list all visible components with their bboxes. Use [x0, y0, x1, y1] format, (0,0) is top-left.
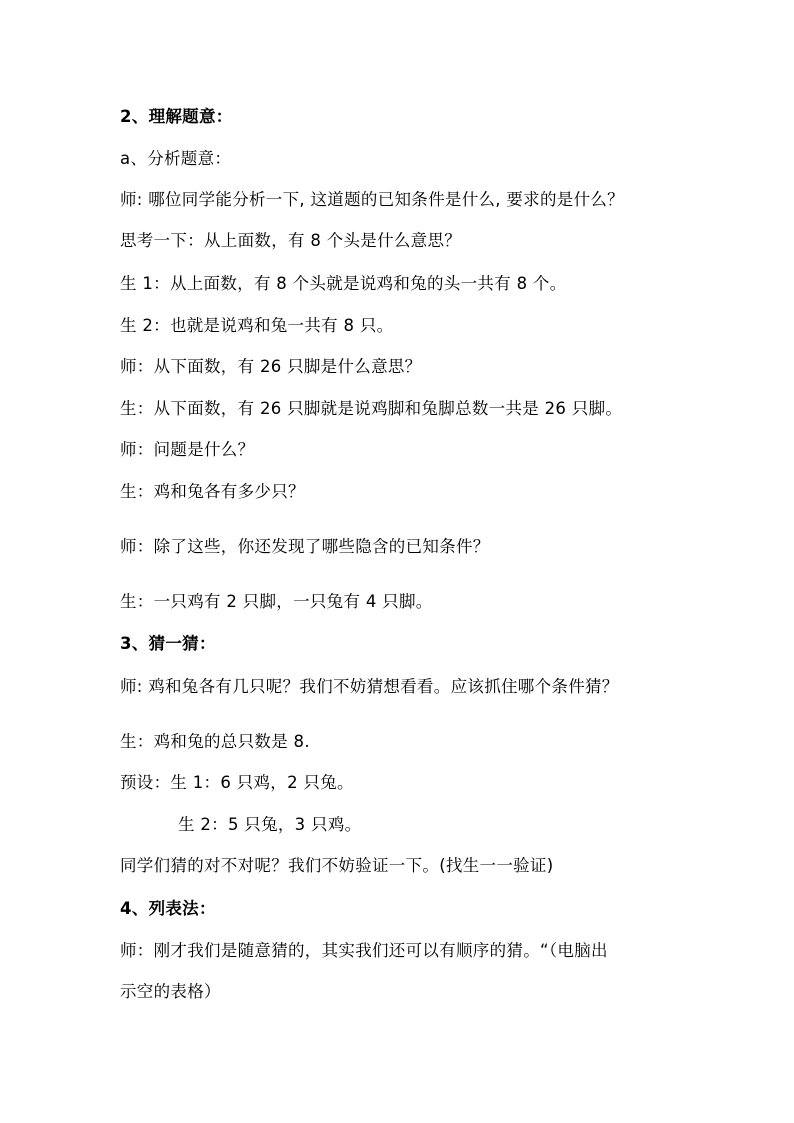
student-line: 生：一只鸡有 2 只脚，一只兔有 4 只脚。: [120, 592, 433, 611]
subheading-analyze: a、分析题意：: [120, 149, 232, 168]
section-heading-guess: 3、猜一猜：: [120, 634, 216, 653]
student-line: 生：鸡和兔的总只数是 8.: [120, 732, 310, 751]
teacher-line: 师：问题是什么？: [120, 440, 255, 459]
student-line: 生 1：从上面数，有 8 个头就是说鸡和兔的头一共有 8 个。: [120, 274, 567, 293]
preset-line-indented: 生 2：5 只兔，3 只鸡。: [178, 815, 362, 834]
teacher-line: 师：除了这些，你还发现了哪些隐含的已知条件？: [120, 537, 490, 556]
teacher-line: 师：从下面数，有 26 只脚是什么意思？: [120, 357, 422, 376]
preset-line: 预设：生 1：6 只鸡，2 只兔。: [120, 773, 354, 792]
teacher-line: 师：刚才我们是随意猜的，其实我们还可以有顺序的猜。“（电脑出: [120, 941, 608, 960]
prompt-line: 思考一下：从上面数，有 8 个头是什么意思？: [120, 231, 462, 250]
verify-line: 同学们猜的对不对呢？我们不妨验证一下。(找生一一验证): [120, 856, 554, 875]
section-heading-table-method: 4、列表法：: [120, 899, 216, 918]
section-heading-understand: 2、理解题意：: [120, 107, 233, 126]
student-line: 生：鸡和兔各有多少只？: [120, 482, 305, 501]
student-line: 生：从下面数，有 26 只脚就是说鸡脚和兔脚总数一共是 26 只脚。: [120, 399, 623, 418]
teacher-line: 师: 鸡和兔各有几只呢？我们不妨猜想看看。应该抓住哪个条件猜？: [120, 677, 619, 696]
teacher-line-continued: 示空的表格）: [120, 982, 221, 1001]
teacher-line: 师: 哪位同学能分析一下, 这道题的已知条件是什么, 要求的是什么？: [120, 190, 624, 209]
student-line: 生 2：也就是说鸡和兔一共有 8 只。: [120, 316, 394, 335]
